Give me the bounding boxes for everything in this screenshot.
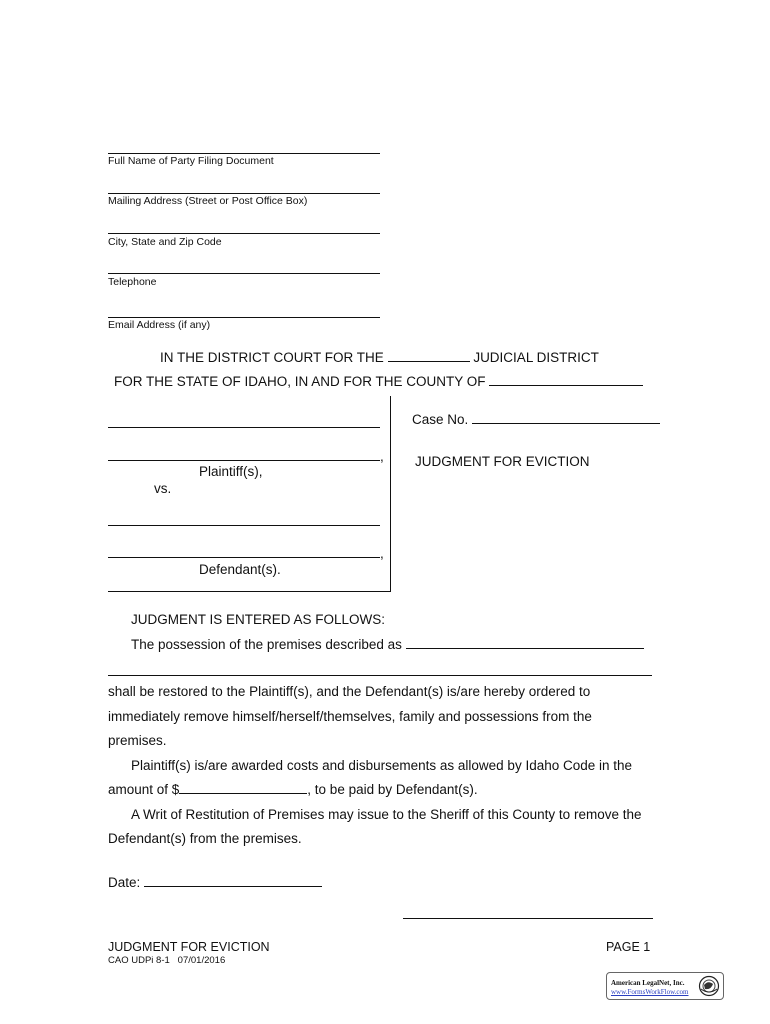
full-name-line[interactable]: [108, 153, 380, 154]
mailing-address-line[interactable]: [108, 193, 380, 194]
court-heading-suffix: JUDICIAL DISTRICT: [473, 350, 599, 365]
plaintiff-comma: ,: [380, 449, 384, 464]
case-number: [412, 411, 660, 427]
judge-signature-line[interactable]: [403, 918, 653, 919]
date-blank[interactable]: [144, 874, 322, 887]
full-name-label: Full Name of Party Filing Document: [108, 155, 274, 167]
possession-line: [131, 636, 644, 652]
caption-bottom-rule: [108, 591, 391, 592]
premises-line: premises.: [108, 733, 167, 748]
court-heading-line-2: [114, 373, 643, 389]
page-number: PAGE 1: [606, 940, 651, 954]
footer-form-code: CAO UDPi 8-1 07/01/2016: [108, 955, 226, 966]
judgment-text: [108, 680, 668, 852]
mailing-address-label: Mailing Address (Street or Post Office Box): [108, 195, 308, 207]
premises-description-line-2[interactable]: [108, 675, 652, 676]
city-state-zip-label: City, State and Zip Code: [108, 236, 222, 248]
amount-suffix: , to be paid by Defendant(s).: [307, 782, 478, 797]
defendant-line-1[interactable]: [108, 525, 380, 526]
defendant-label: Defendant(s).: [199, 562, 281, 577]
seal-website-link[interactable]: www.FormsWorkFlow.com: [611, 988, 689, 996]
defendant-line-2[interactable]: [108, 557, 380, 558]
county-blank[interactable]: [489, 373, 643, 386]
publisher-seal: [606, 972, 724, 1000]
county-prefix: FOR THE STATE OF IDAHO, IN AND FOR THE COUNTY OF: [114, 374, 486, 389]
restored-line: shall be restored to the Plaintiff(s), and the Defendant(s) is/are hereby ordered to: [108, 684, 591, 699]
judicial-district-blank[interactable]: [388, 349, 470, 362]
court-heading-prefix: IN THE DISTRICT COURT FOR THE: [160, 350, 384, 365]
caption-vertical-rule: [390, 396, 391, 592]
document-title: JUDGMENT FOR EVICTION: [415, 454, 590, 469]
writ-line: A Writ of Restitution of Premises may issue to the Sheriff of this County to remove the: [131, 806, 642, 822]
entered-heading: JUDGMENT IS ENTERED AS FOLLOWS:: [131, 612, 386, 627]
seal-company: American LegalNet, Inc.: [611, 979, 685, 987]
email-label: Email Address (if any): [108, 319, 211, 331]
footer-title: JUDGMENT FOR EVICTION: [108, 940, 270, 954]
email-line[interactable]: [108, 317, 380, 318]
costs-line: Plaintiff(s) is/are awarded costs and disbursements as allowed by Idaho Code in the: [131, 757, 633, 773]
telephone-line[interactable]: [108, 273, 380, 274]
plaintiff-line-2[interactable]: [108, 460, 380, 461]
date-label: Date:: [108, 875, 141, 890]
case-number-label: Case No.: [412, 412, 469, 427]
telephone-label: Telephone: [108, 276, 157, 288]
city-state-zip-line[interactable]: [108, 233, 380, 234]
plaintiff-label: Plaintiff(s),: [199, 464, 263, 479]
remove-line: immediately remove himself/herself/themselves, family and possessions from the: [108, 708, 592, 724]
amount-blank[interactable]: [179, 781, 307, 794]
plaintiff-line-1[interactable]: [108, 427, 380, 428]
amount-line: [108, 778, 668, 803]
court-heading-line-1: [160, 349, 599, 365]
globe-logo-icon: [698, 975, 720, 997]
date-line: [108, 874, 322, 890]
case-number-blank[interactable]: [472, 411, 660, 424]
defendant-comma: ,: [380, 546, 384, 561]
vs-label: vs.: [154, 481, 172, 496]
premises-description-blank[interactable]: [406, 636, 644, 649]
possession-prefix: The possession of the premises described as: [131, 637, 402, 652]
writ-end-line: Defendant(s) from the premises.: [108, 831, 302, 846]
amount-prefix: amount of $: [108, 782, 180, 797]
